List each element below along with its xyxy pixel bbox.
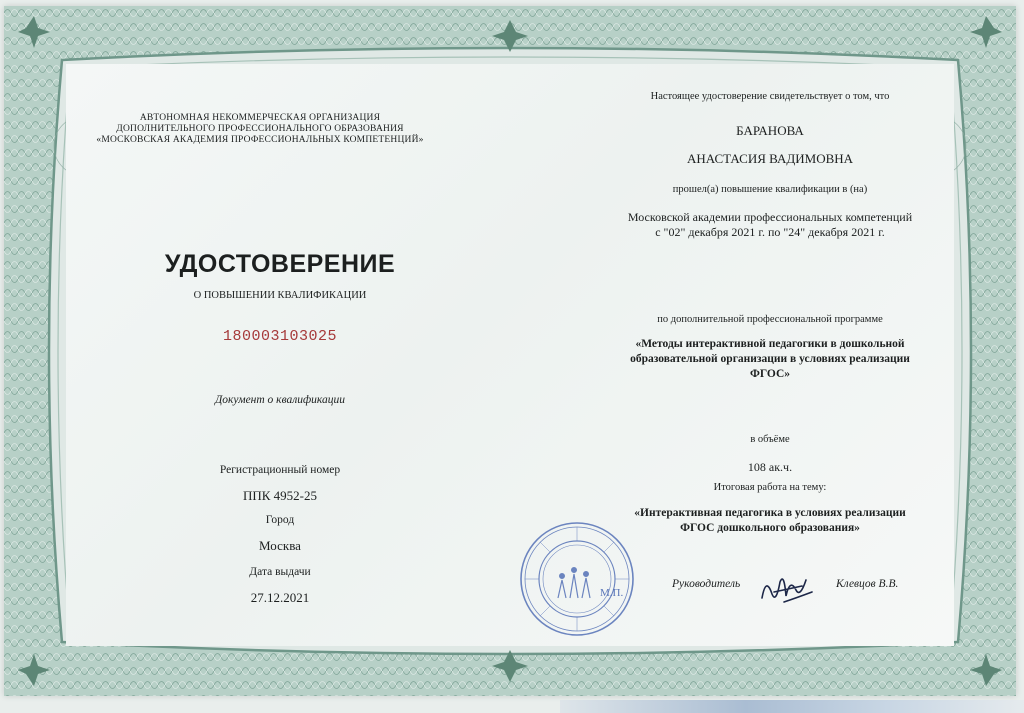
- institution-line-1: Московской академии профессиональных компетенций: [627, 210, 913, 224]
- final-work-label: Итоговая работа на тему:: [713, 482, 827, 493]
- org-line-3: «МОСКОВСКАЯ АКАДЕМИЯ ПРОФЕССИОНАЛЬНЫХ КОМПЕТЕНЦИЙ»: [96, 135, 424, 145]
- scan-edge: [560, 700, 1024, 713]
- holder-name: АНАСТАСИЯ ВАДИМОВНА: [686, 151, 854, 166]
- holder-surname: БАРАНОВА: [736, 123, 804, 138]
- final-work-line-1: «Интерактивная педагогика в условиях реализации: [634, 507, 906, 519]
- head-name: Клевцов В.В.: [836, 578, 899, 590]
- program-line-3: ФГОС»: [749, 368, 791, 380]
- issue-date-value: 27.12.2021: [250, 590, 310, 605]
- official-stamp: [518, 520, 636, 638]
- program-line-2: образовательной организации в условиях реализации: [630, 353, 910, 365]
- final-work-line-2: ФГОС дошкольного образования»: [680, 522, 860, 534]
- program-label: по дополнительной профессиональной программе: [657, 314, 883, 325]
- city-value: Москва: [259, 538, 301, 553]
- stamp-mp-text: М.П.: [600, 587, 624, 599]
- issue-date-label: Дата выдачи: [249, 566, 311, 578]
- org-line-1: АВТОНОМНАЯ НЕКОММЕРЧЕСКАЯ ОРГАНИЗАЦИЯ: [139, 113, 381, 123]
- volume-label: в объёме: [750, 434, 790, 445]
- signature-image: [756, 568, 818, 610]
- passed-text: прошел(а) повышение квалификации в (на): [672, 184, 868, 195]
- document-number: 180003103025: [222, 328, 338, 345]
- org-line-2: ДОПОЛНИТЕЛЬНОГО ПРОФЕССИОНАЛЬНОГО ОБРАЗОВАНИЯ: [116, 124, 404, 134]
- program-line-1: «Методы интерактивной педагогики в дошкольной: [635, 338, 905, 350]
- document-title: УДОСТОВЕРЕНИЕ: [164, 250, 396, 278]
- volume-value: 108 ак.ч.: [747, 460, 793, 474]
- document-subtitle: О ПОВЫШЕНИИ КВАЛИФИКАЦИИ: [193, 290, 367, 301]
- institution-dates: с "02" декабря 2021 г. по "24" декабря 2021 г.: [655, 225, 885, 239]
- intro-text: Настоящее удостоверение свидетельствует о том, что: [650, 91, 890, 102]
- reg-number-value: ППК 4952-25: [242, 488, 318, 503]
- document-type: Документ о квалификации: [214, 394, 346, 406]
- city-label: Город: [265, 514, 295, 526]
- reg-number-label: Регистрационный номер: [219, 464, 341, 476]
- head-label: Руководитель: [672, 578, 741, 590]
- organization-name: [90, 113, 430, 146]
